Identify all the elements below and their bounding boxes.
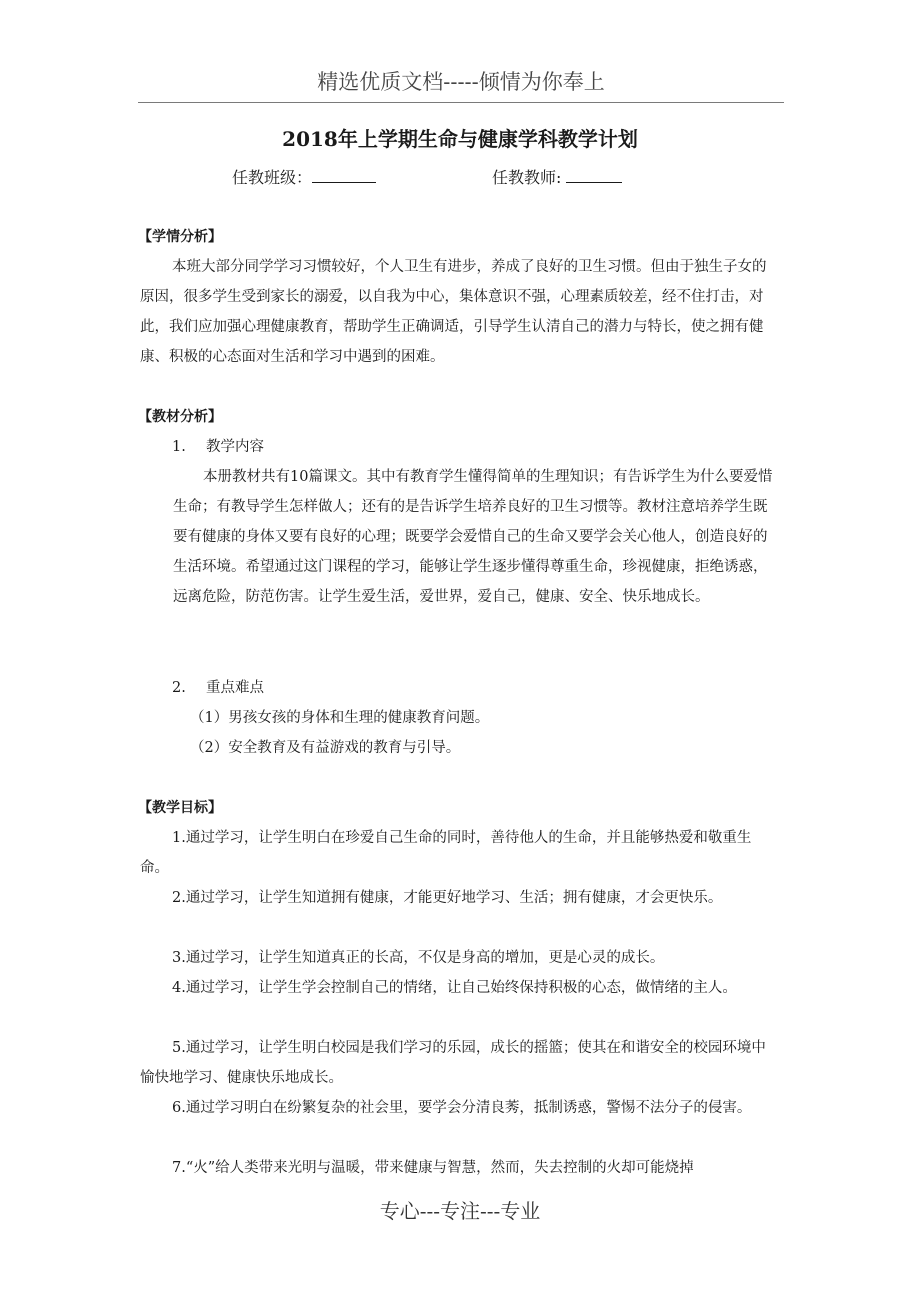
textbook-item2-number: 2. [172,680,186,696]
goal-7: 7.“火”给人类带来光明与温暖，带来健康与智慧，然而，失去控制的火却可能烧掉 [172,1160,694,1176]
page-header: 精选优质文档-----倾情为你奉上 [138,66,784,103]
goal-4: 4.通过学习，让学生学会控制自己的情绪，让自己始终保持积极的心态，做情绪的主人。 [172,980,737,996]
section-heading-textbook-analysis: 【教材分析】 [138,409,222,425]
key-point-2: （2）安全教育及有益游戏的教育与引导。 [190,740,461,756]
goal-3: 3.通过学习，让学生知道真正的长高，不仅是身高的增加，更是心灵的成长。 [172,950,665,966]
goal-2: 2.通过学习，让学生知道拥有健康，才能更好地学习、生活；拥有健康，才会更快乐。 [172,890,723,906]
class-label: 任教班级： [232,168,313,187]
document-title: 2018年上学期生命与健康学科教学计划 [282,127,638,151]
section-heading-student-analysis: 【学情分析】 [138,229,222,245]
page-footer: 专心---专注---专业 [379,1199,541,1223]
teacher-field [492,165,622,188]
student-analysis-text: 本班大部分同学学习习惯较好，个人卫生有进步，养成了良好的卫生习惯。但由于独生子女的原因，很多学生受到家长的溺爱，以自我为中心，集体意识不强，心理素质较差，经不住打击，对此，我们应加强心理健康教育，帮助学生正确调适，引导学生认清自己的潜力与特长，使之拥有健康、积极的心态面对生活和学习中遇到的困难。 [140,259,767,365]
textbook-item1-number: 1. [172,439,186,455]
textbook-item2-title: 重点难点 [206,680,264,696]
textbook-item1-title: 教学内容 [206,439,264,455]
class-field [232,165,376,188]
class-blank [312,166,376,183]
textbook-content-text: 本册教材共有10篇课文。其中有教育学生懂得简单的生理知识；有告诉学生为什么要爱惜生命；有教导学生怎样做人；还有的是告诉学生培养良好的卫生习惯等。教材注意培养学生既要有健康的身体又要有良好的心理；既要学会爱惜自己的生命又要学会关心他人，创造良好的生活环境。希望通过这门课程的学习，能够让学生逐步懂得尊重生命，珍视健康，拒绝诱惑，远离危险，防范伤害。让学生爱生活，爱世界，爱自己，健康、安全、快乐地成长。 [173,469,773,605]
goal-6: 6.通过学习明白在纷繁复杂的社会里，要学会分清良莠，抵制诱惑，警惕不法分子的侵害。 [172,1100,752,1116]
key-point-1: （1）男孩女孩的身体和生理的健康教育问题。 [190,710,490,726]
teacher-blank [566,166,622,183]
section-heading-teaching-goals: 【教学目标】 [138,800,222,816]
goal-5: 5.通过学习，让学生明白校园是我们学习的乐园，成长的摇篮；使其在和谐安全的校园环境中愉快地学习、健康快乐地成长。 [140,1040,766,1086]
teacher-label: 任教教师: [492,168,567,187]
goal-1: 1.通过学习，让学生明白在珍爱自己生命的同时，善待他人的生命，并且能够热爱和敬重生命。 [140,830,752,876]
